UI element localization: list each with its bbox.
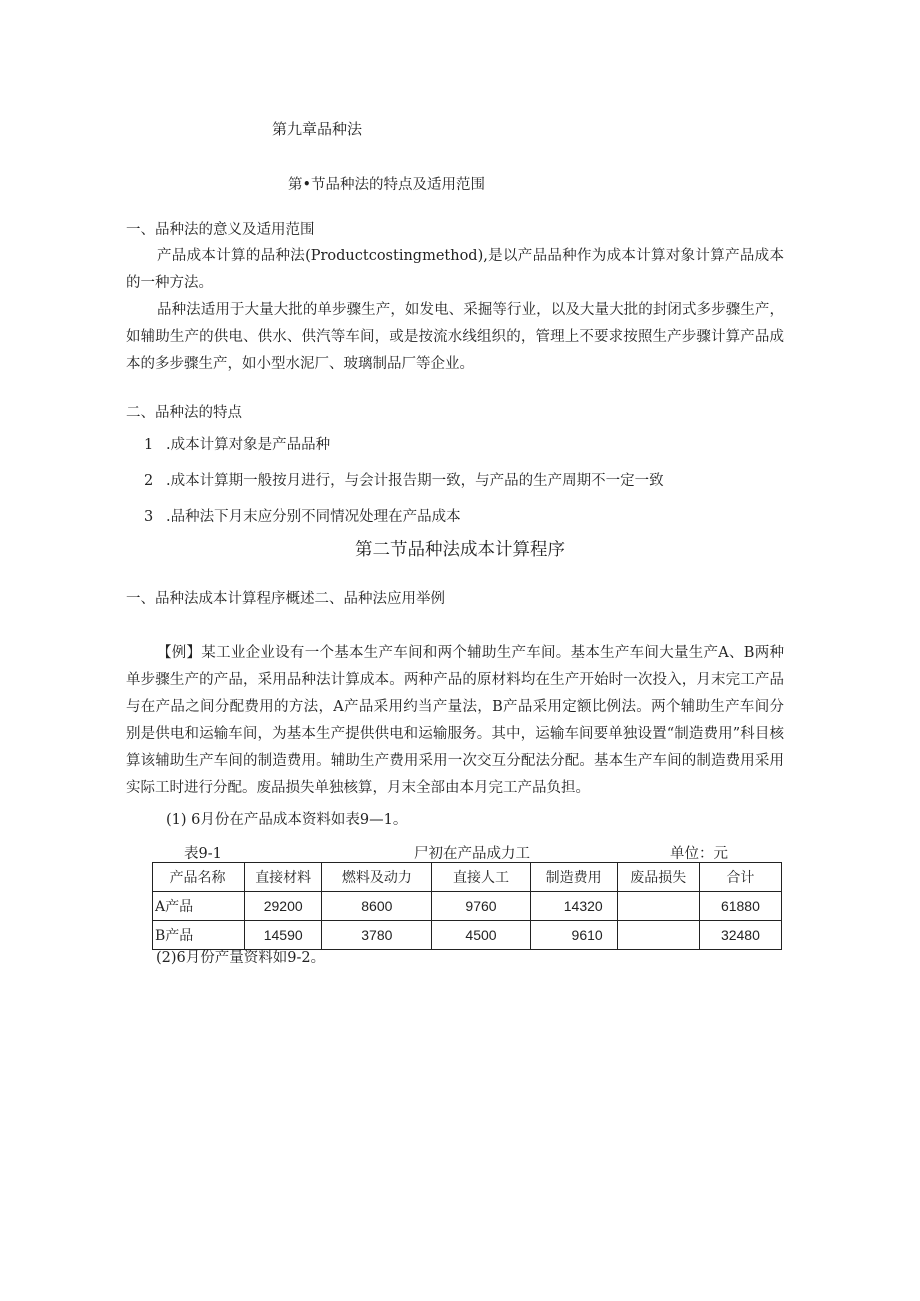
table-header-cell: 燃料及动力	[322, 863, 432, 892]
table-cell	[617, 921, 699, 950]
table-cell: 9610	[530, 921, 617, 950]
list-item-number: 1	[144, 437, 154, 453]
paragraph-definition: 产品成本计算的品种法(Productcostingmethod),是以产品品种作为成本计算对象计算产品成本的一种方法。	[126, 248, 784, 291]
list-item-number: 3	[144, 509, 154, 525]
cost-table	[152, 862, 782, 950]
list-item	[144, 469, 664, 490]
section-1-title: 第•节品种法的特点及适用范围	[288, 177, 486, 193]
table-caption-number: 表9-1	[184, 846, 222, 862]
table-cell: 9760	[432, 892, 530, 921]
table-header-cell: 合计	[699, 863, 781, 892]
section-2-subheadings: 一、品种法成本计算程序概述二、品种法应用举例	[126, 591, 445, 607]
list-item	[144, 433, 330, 454]
table-header-cell: 直接人工	[432, 863, 530, 892]
list-item-text: .成本计算期一般按月进行，与会计报告期一致，与产品的生产周期不一定一致	[166, 473, 664, 489]
table-header-cell: 制造费用	[530, 863, 617, 892]
table-caption-title: 尸初在产品成力工	[414, 846, 530, 862]
table-caption-unit: 单位：元	[670, 846, 728, 862]
table-header-cell: 废品损失	[617, 863, 699, 892]
item-2-text: (2)6月份产量资料如9-2。	[156, 950, 326, 966]
table-cell: 4500	[432, 921, 530, 950]
section-2-title: 第二节品种法成本计算程序	[355, 540, 565, 560]
part-1-heading: 一、品种法的意义及适用范围	[126, 222, 315, 238]
table-cell: 8600	[322, 892, 432, 921]
paragraph-applicability: 品种法适用于大量大批的单步骤生产，如发电、采掘等行业，以及大量大批的封闭式多步骤生产，如辅助生产的供电、供水、供汽等车间，或是按流水线组织的，管理上不要求按照生产步骤计算产品成本的多步骤生产，如小型水泥厂、玻璃制品厂等企业。	[126, 302, 784, 372]
part-1-body	[126, 243, 784, 378]
table-header-cell: 直接材料	[245, 863, 322, 892]
table-cell: 3780	[322, 921, 432, 950]
table-cell: 29200	[245, 892, 322, 921]
part-2-heading: 二、品种法的特点	[126, 405, 242, 421]
table-row	[153, 892, 782, 921]
table-cell: 14320	[530, 892, 617, 921]
example-block	[126, 640, 784, 802]
chapter-title: 第九章品种法	[272, 120, 363, 138]
table-cell: 61880	[699, 892, 781, 921]
table-header-row	[153, 863, 782, 892]
list-item	[144, 505, 461, 526]
table-cell	[617, 892, 699, 921]
list-item-text: .成本计算对象是产品品种	[166, 437, 331, 453]
item-1-text: (1) 6月份在产品成本资料如表9—1。	[166, 812, 408, 828]
list-item-number: 2	[144, 473, 154, 489]
table-row	[153, 921, 782, 950]
example-paragraph: 【例】某工业企业设有一个基本生产车间和两个辅助生产车间。基本生产车间大量生产A、B两种单步骤生产的产品，采用品种法计算成本。两种产品的原材料均在生产开始时一次投入，月末完工产品与在产品之间分配费用的方法，A产品采用约当产量法，B产品采用定额比例法。两个辅助生产车间分别是供电和运输车间，为基本生产提供供电和运输服务。其中，运输车间要单独设置“制造费用”科目核算该辅助生产车间的制造费用。辅助生产费用采用一次交互分配法分配。基本生产车间的制造费用采用实际工时进行分配。废品损失单独核算，月末全部由本月完工产品负担。	[126, 645, 784, 796]
list-item-text: .品种法下月末应分别不同情况处理在产品成本	[166, 509, 461, 525]
table-cell: 14590	[245, 921, 322, 950]
table-cell: A产品	[153, 892, 245, 921]
table-cell: 32480	[699, 921, 781, 950]
table-cell: B产品	[153, 921, 245, 950]
table-header-cell: 产品名称	[153, 863, 245, 892]
